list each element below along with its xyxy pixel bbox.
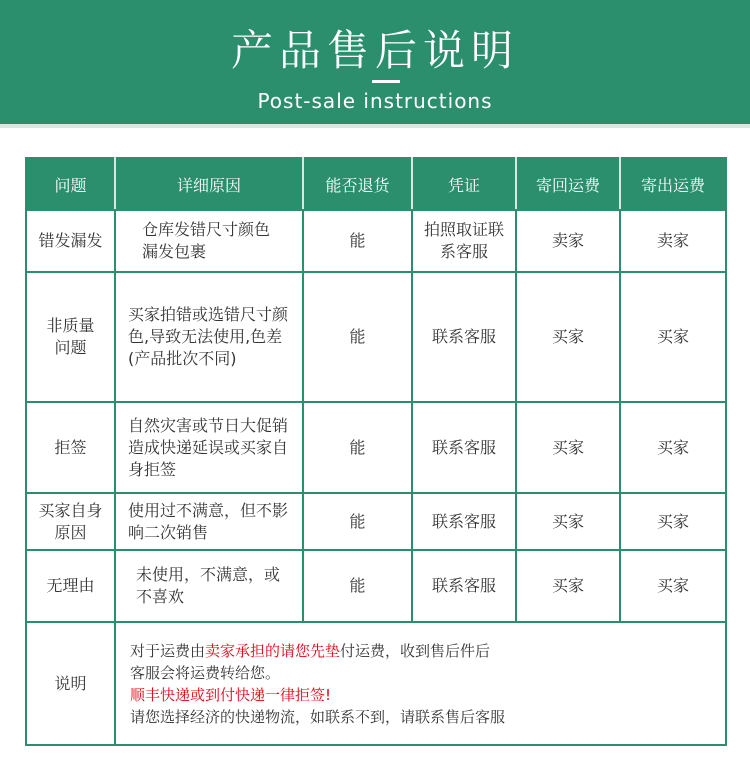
cell-detail: 使用过不满意，但不影响二次销售 [115,493,303,550]
cell-returnable: 能 [303,402,412,493]
cell-detail: 未使用，不满意，或不喜欢 [115,550,303,622]
note-line-3-warning: 顺丰快递或到付快递一律拒签! [130,685,332,704]
cell-issue: 无理由 [26,550,115,622]
note-line-2: 客服会将运费转给您。 [130,663,281,682]
header-returnable: 能否退货 [303,158,412,210]
after-sale-table [25,157,727,746]
cell-returnable: 能 [303,493,412,550]
header-proof: 凭证 [412,158,516,210]
note-line-1-highlight: 卖家承担的请您先垫 [205,641,341,660]
cell-proof: 联系客服 [412,493,516,550]
note-text [115,622,726,745]
note-line-1-part-a: 对于运费由 [130,641,206,660]
note-line-4: 请您选择经济的快递物流，如联系不到，请联系售后客服 [130,707,506,726]
cell-proof: 拍照取证联系客服 [412,210,516,272]
header-banner [0,0,750,128]
cell-issue: 买家自身原因 [26,493,115,550]
note-line-1-part-b: 付运费，收到售后件后 [340,641,491,660]
page-title: 产品售后说明 [230,26,519,75]
cell-proof: 联系客服 [412,272,516,402]
table-row [26,272,726,402]
cell-return-fee: 买家 [516,550,620,622]
table-header-row [26,158,726,210]
cell-send-fee: 卖家 [620,210,726,272]
header-send-fee: 寄出运费 [620,158,726,210]
cell-returnable: 能 [303,210,412,272]
cell-issue: 错发漏发 [26,210,115,272]
title-underline [372,80,400,83]
cell-send-fee: 买家 [620,493,726,550]
cell-send-fee: 买家 [620,402,726,493]
cell-issue: 拒签 [26,402,115,493]
cell-proof: 联系客服 [412,550,516,622]
header-return-fee: 寄回运费 [516,158,620,210]
header-issue: 问题 [26,158,115,210]
cell-proof: 联系客服 [412,402,516,493]
table-row [26,210,726,272]
note-label: 说明 [26,622,115,745]
cell-issue: 非质量问题 [26,272,115,402]
cell-return-fee: 买家 [516,272,620,402]
table-row [26,550,726,622]
cell-return-fee: 卖家 [516,210,620,272]
page-subtitle: Post-sale instructions [257,89,493,113]
cell-returnable: 能 [303,272,412,402]
cell-detail: 仓库发错尺寸颜色漏发包裹 [115,210,303,272]
cell-detail: 买家拍错或选错尺寸颜色,导致无法使用,色差(产品批次不同) [115,272,303,402]
table-row [26,402,726,493]
cell-returnable: 能 [303,550,412,622]
note-row [26,622,726,745]
table-row [26,493,726,550]
cell-detail: 自然灾害或节日大促销造成快递延误或买家自身拒签 [115,402,303,493]
cell-send-fee: 买家 [620,550,726,622]
cell-send-fee: 买家 [620,272,726,402]
cell-return-fee: 买家 [516,402,620,493]
cell-return-fee: 买家 [516,493,620,550]
note-line-1 [130,640,711,662]
header-detail: 详细原因 [115,158,303,210]
